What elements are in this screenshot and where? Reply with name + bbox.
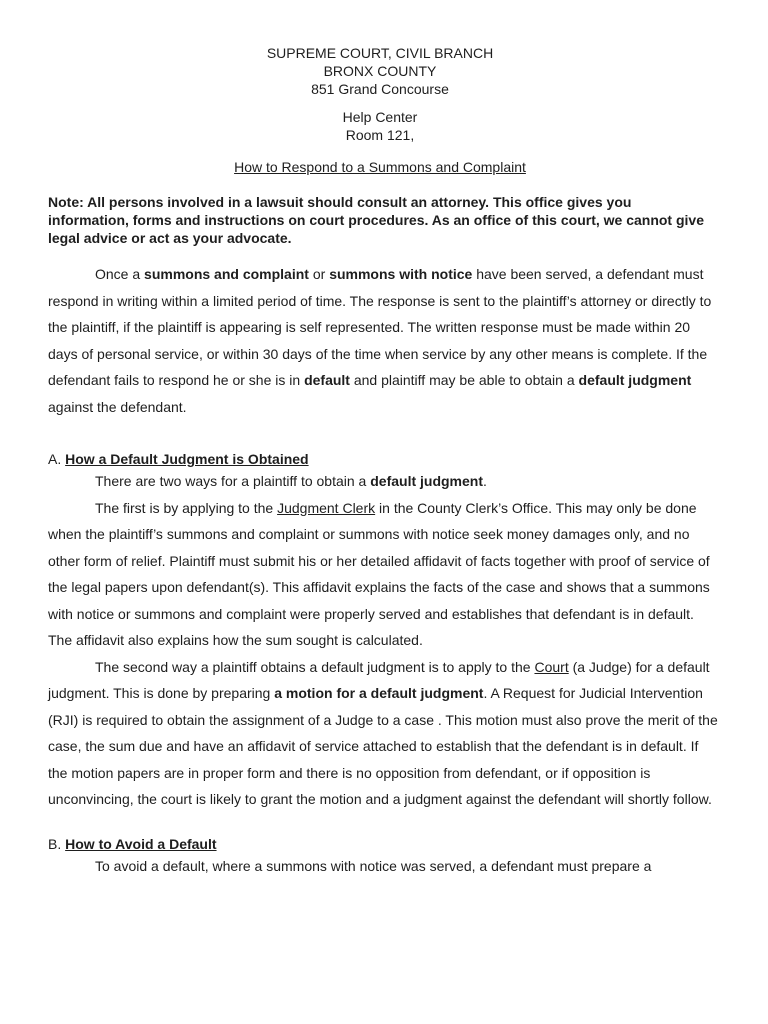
court-underlined: Court: [534, 658, 569, 675]
section-a-letter: A.: [48, 451, 62, 467]
judgment-clerk-link: Judgment Clerk: [277, 499, 376, 516]
court-header: [48, 44, 712, 144]
section-a-paragraph-3: The second way a plaintiff obtains a default judgment is to apply to the Court (a Judge) for a default judgment. This is done by preparing a motion for a default judgment. A Request for Judicial Intervention (RJI) is required to obtain the assignment of a Judge to a case . This motion must also prove the merit of the case, the sum due and have an affidavit of service attached to establish that the defendant is in default. If the motion papers are in proper form and there is no opposition from defendant, or if opposition is unconvincing, the court is likely to grant the motion and a judgment against the defendant will shortly follow.: [48, 658, 718, 807]
section-a-heading: [48, 450, 712, 468]
header-help-center: Help Center: [342, 109, 418, 125]
section-b-paragraph-1: To avoid a default, where a summons with notice was served, a defendant must prepare a: [95, 857, 652, 874]
section-b-heading: [48, 835, 712, 853]
header-county: BRONX COUNTY: [323, 63, 437, 79]
document-title: How to Respond to a Summons and Complaint: [234, 159, 526, 175]
header-room: Room 121,: [345, 127, 415, 143]
section-b-letter: B.: [48, 835, 62, 852]
section-b-title: How to Avoid a Default: [65, 835, 217, 852]
section-a-paragraph-2: The first is by applying to the Judgment Clerk in the County Clerk’s Office. This may only be done when the plaintiff’s summons and complaint or summons with notice seek money damages only, and no other form of relief. Plaintiff must submit his or her detailed affidavit of facts together with proof of service of the legal papers upon defendant(s). This affidavit explains the facts of the case and shows that a summons with notice or summons and complaint were properly served and establishes that defendant is in default. The affidavit also explains how the sum sought is calculated.: [48, 499, 710, 648]
header-court-name: SUPREME COURT, CIVIL BRANCH: [266, 45, 494, 61]
attorney-note: Note: All persons involved in a lawsuit should consult an attorney. This office gives you information, forms and instructions on court procedures. As an office of this court, we cannot give legal advice or act as your advocate.: [48, 194, 704, 246]
section-a-title: How a Default Judgment is Obtained: [65, 451, 309, 467]
intro-paragraph: Once a summons and complaint or summons with notice have been served, a defendant must respond in writing within a limited period of time. The response is sent to the plaintiff’s attorney or directly to the plaintiff, if the plaintiff is appearing is self represented. The written response must be made within 20 days of personal service, or within 30 days of the time when service by any other means is complete. If the defendant fails to respond he or she is in default and plaintiff may be able to obtain a default judgment against the defendant.: [48, 266, 712, 415]
header-address: 851 Grand Concourse: [311, 81, 449, 97]
section-a-paragraph-1: There are two ways for a plaintiff to obtain a default judgment.: [95, 473, 487, 489]
